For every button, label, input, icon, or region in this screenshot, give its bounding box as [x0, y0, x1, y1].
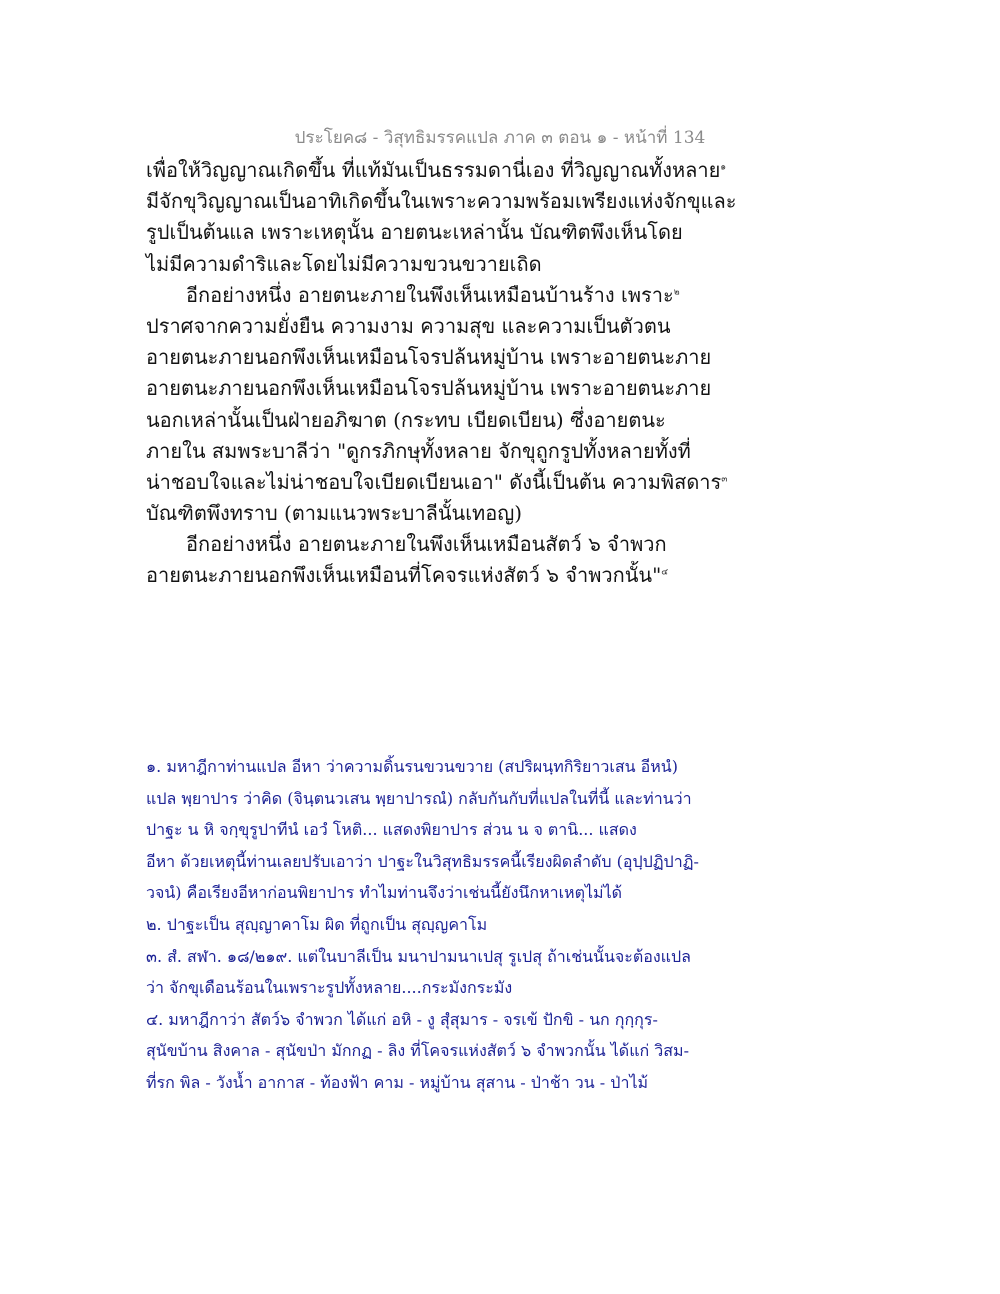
- body-line-text: อายตนะภายนอกพึงเห็นเหมือนที่โคจรแห่งสัตว์ ๖ จำพวกนั้น": [146, 563, 662, 588]
- body-line: นอกเหล่านั้นเป็นฝ่ายอภิฆาต (กระทบ เบียดเบียน) ซึ่งอายตนะ: [146, 407, 666, 432]
- footnotes-section: [146, 756, 866, 1104]
- body-line: อีกอย่างหนึ่ง อายตนะภายในพึงเห็นเหมือนสัตว์ ๖ จำพวก: [186, 532, 667, 557]
- body-line: [146, 282, 866, 308]
- footnote-line: วจนํ) คือเรียงอีหาก่อนพิยาปาร ทำไมท่านจึงว่าเช่นนี้ยังนึกหาเหตุไม่ได้: [146, 883, 623, 903]
- footnote-line: ที่รก พิล - วังน้ำ อากาส - ท้องฟ้า คาม - หมู่บ้าน สุสาน - ป่าช้า วน - ป่าไม้: [146, 1072, 649, 1092]
- footnote-line: ปาฐะ น หิ จกฺขุรูปาทีนํ เอวํ โหติ... แสดงพิยาปาร ส่วน น จ ตานิ... แสดง: [146, 820, 637, 840]
- body-line: มีจักขุวิญญาณเป็นอาทิเกิดขึ้นในเพราะความพร้อมเพรียงแห่งจักขุและ: [146, 189, 737, 214]
- footnote-ref: ๔: [661, 567, 669, 578]
- body-line: [146, 562, 866, 588]
- body-line: [146, 157, 866, 183]
- body-line: อายตนะภายนอกพึงเห็นเหมือนโจรปล้นหมู่บ้าน เพราะอายตนะภาย: [146, 345, 712, 370]
- footnote-line: อีหา ด้วยเหตุนี้ท่านเลยปรับเอาว่า ปาฐะในวิสุทธิมรรคนี้เรียงผิดลำดับ (อุปฺปฏิปาฏิ-: [146, 851, 699, 871]
- footnote-line: แปล พฺยาปาร ว่าคิด (จินฺตนวเสน พฺยาปารณํ) กลับกันกับที่แปลในที่นี้ และท่านว่า: [146, 788, 692, 808]
- footnote-ref: ๓: [721, 474, 728, 485]
- body-line: ภายใน สมพระบาลีว่า "ดูกรภิกษุทั้งหลาย จักขุถูกรูปทั้งหลายทั้งที่: [146, 438, 691, 463]
- footnote-line: ว่า จักขุเดือนร้อนในเพราะรูปทั้งหลาย....กระมังกระมัง: [146, 978, 513, 998]
- page-header: ประโยค๘ - วิสุทธิมรรคแปล ภาค ๓ ตอน ๑ - หน้าที่ 134: [294, 128, 706, 148]
- body-line-text: เพื่อให้วิญญาณเกิดขึ้น ที่แท้มันเป็นธรรมดานี่เอง ที่วิญญาณทั้งหลาย: [146, 158, 721, 182]
- body-line: ปราศจากความยั่งยืน ความงาม ความสุข และความเป็นตัวตน: [146, 313, 671, 338]
- body-line-text: น่าชอบใจและไม่น่าชอบใจเบียดเบียนเอา" ดังนี้เป็นต้น ความพิสดาร: [146, 469, 722, 494]
- footnote-line: ๓. สํ. สฬา. ๑๘/๒๑๙. แต่ในบาลีเป็น มนาปามนาเปสุ รูเปสุ ถ้าเช่นนั้นจะต้องแปล: [146, 946, 691, 966]
- body-line: อายตนะภายนอกพึงเห็นเหมือนโจรปล้นหมู่บ้าน เพราะอายตนะภาย: [146, 376, 712, 401]
- body-line-text: อีกอย่างหนึ่ง อายตนะภายในพึงเห็นเหมือนบ้านร้าง เพราะ: [186, 282, 674, 307]
- footnote-line: ๔. มหาฎีกาว่า สัตว์๖ จำพวก ได้แก่ อหิ - งู สุํสุมาร - จรเข้ ปักขิ - นก กุกฺกุร-: [146, 1009, 658, 1029]
- footnote-ref: ๑: [720, 162, 727, 173]
- footnote-line: ๒. ปาฐะเป็น สุญฺญาคาโม ผิด ที่ถูกเป็น สุญฺญคาโม: [146, 914, 488, 934]
- body-line: [146, 469, 866, 495]
- footnote-line: สุนัขบ้าน สิงคาล - สุนัขป่า มักกฏ - ลิง ที่โคจรแห่งสัตว์ ๖ จำพวกนั้น ได้แก่ วิสม-: [146, 1041, 689, 1061]
- main-text: [146, 157, 866, 594]
- footnote-ref: ๒: [673, 287, 680, 298]
- body-line: บัณฑิตพึงทราบ (ตามแนวพระบาลีนั้นเทอญ): [146, 501, 523, 526]
- footnote-line: ๑. มหาฎีกาท่านแปล อีหา ว่าความดิ้นรนขวนขวาย (สปริผนฺทกิริยาวเสน อีหนํ): [146, 757, 678, 776]
- body-line: ไม่มีความดำริและโดยไม่มีความขวนขวายเถิด: [146, 251, 542, 276]
- body-line: รูปเป็นต้นแล เพราะเหตุนั้น อายตนะเหล่านั้น บัณฑิตพึงเห็นโดย: [146, 220, 683, 245]
